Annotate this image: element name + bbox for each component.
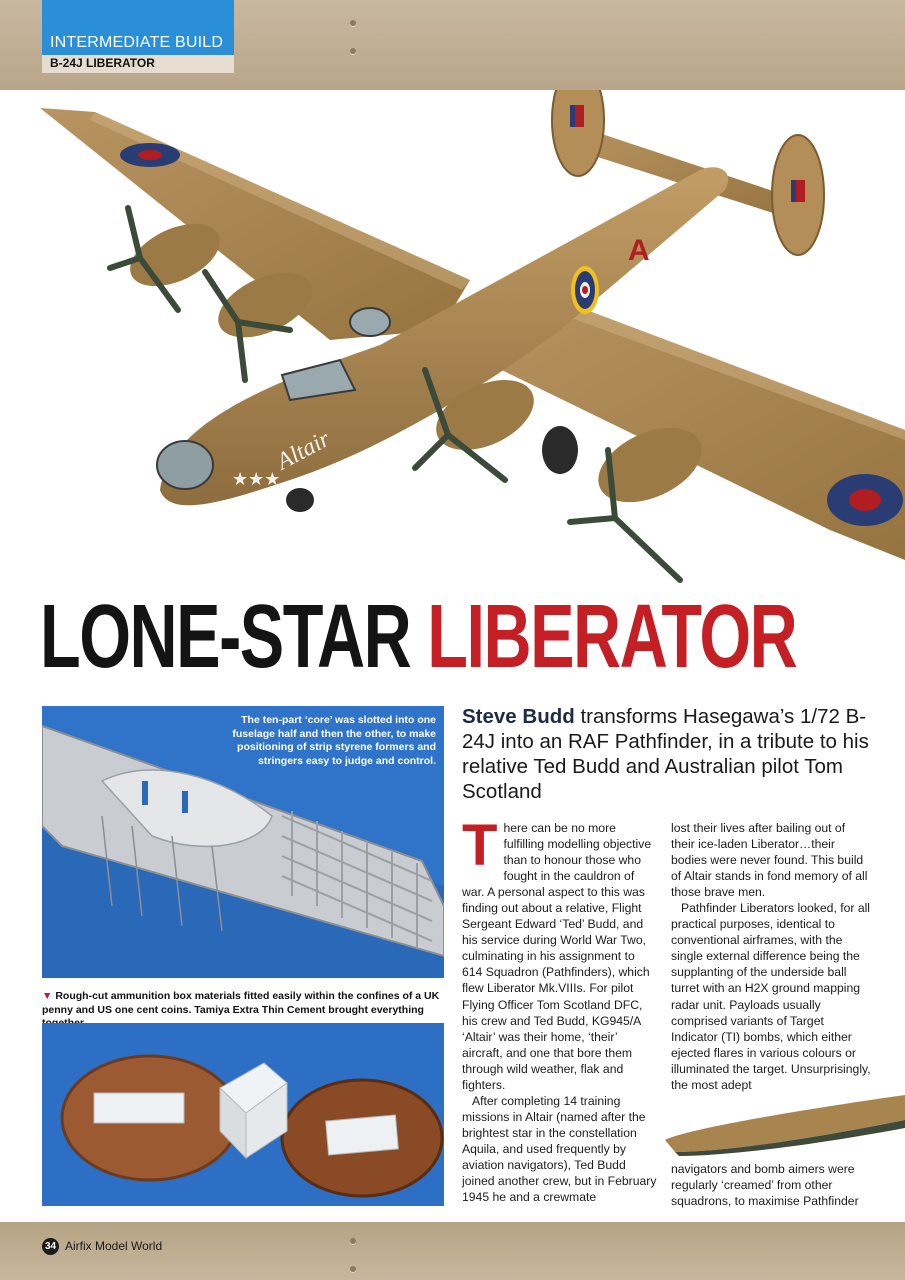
rivet-icon [350, 1266, 356, 1272]
body-column-2 [671, 820, 871, 1093]
ammo-box-material [94, 1093, 184, 1123]
drop-cap: T [462, 813, 498, 878]
subject-tag [42, 55, 234, 73]
body-paragraph: here can be no more fulfilling modelling objective than to honour those who fought in the cauldron of war. A personal aspect to this was finding out about a relative, Flight Sergeant Edward ‘Ted’ Budd, and his service during World War Two, culminating in his assignment to 614 Squadron (Pathfinders), which flew Liberator Mk.VIIIs. For pilot Flying Officer Tom Scotland DFC, his crew and Ted Budd, KG945/A ‘Altair’ was their home, ‘their’ aircraft, and one that bore them through wild weather, flak and fighters. [462, 821, 652, 1092]
body-paragraph: navigators and bomb aimers were regularly ‘creamed’ from other squadrons, to maximise Pathfinder [671, 1162, 859, 1209]
b24-model-illustration [0, 90, 905, 590]
star-icon: ★★★ [232, 469, 281, 489]
roundel-icon [120, 143, 180, 167]
coins-illustration [42, 1023, 444, 1206]
section-tag [42, 0, 234, 55]
body-column-1 [462, 813, 657, 1205]
roundel-icon [827, 474, 903, 526]
body-column-2-continued [671, 1161, 871, 1209]
photo1-caption: The ten-part ‘core’ was slotted into one fuselage half and then the other, to make positioning of strip styrene formers and stringers easy to judge and control. [232, 714, 436, 767]
left-fin [552, 90, 604, 176]
roundel-icon [571, 266, 599, 314]
body-paragraph: After completing 14 training missions in Altair (named after the brightest star in the constellation Aquila, and used frequently by aviation navigators), Ted Budd joined another crew, but in February 1945 he and a crewmate [462, 1093, 657, 1205]
magazine-name: Airfix Model World [65, 1239, 163, 1253]
rivet-icon [350, 48, 356, 54]
author-name: Steve Budd [462, 705, 575, 728]
nose-turret [157, 441, 213, 489]
nose-wheel [286, 488, 314, 512]
nose-art-name: Altair [272, 426, 335, 476]
rivet-icon [350, 20, 356, 26]
main-wheel [542, 426, 578, 474]
wingtip-illustration [665, 1090, 905, 1160]
ammo-box-material [326, 1115, 399, 1155]
fuselage-core-photo [42, 706, 444, 978]
hero-aircraft-photo [0, 90, 905, 590]
section-label: INTERMEDIATE BUILD [50, 34, 224, 51]
rivet-icon [350, 1238, 356, 1244]
page-number: 34 [42, 1238, 59, 1255]
coins-ammo-box-photo [42, 1023, 444, 1206]
body-paragraph: lost their lives after bailing out of their ice-laden Liberator…their bodies were never found. This build of Altair stands in fond memory of all those brave men. [671, 821, 868, 900]
standfirst [462, 704, 882, 804]
headline [40, 582, 796, 692]
standfirst-text: transforms Hasegawa’s 1/72 B-24J into an RAF Pathfinder, in a tribute to his relative Ted Budd and Australian pilot Tom Scotland [462, 705, 869, 803]
code-letter: A [628, 234, 650, 267]
photo2-caption-text: Rough-cut ammunition box materials fitted easily within the confines of a UK penny and US one cent coins. Tamiya Extra Thin Cement brought everything [42, 990, 440, 1016]
subject-label: B-24J LIBERATOR [50, 56, 155, 70]
caption-triangle-icon: ▼ [42, 990, 53, 1002]
body-paragraph: Pathfinder Liberators looked, for all practical purposes, identical to conventional airframes, with the single external difference being the supplanting of the underside ball turret with an H2X ground mapping radar unit. Payloads usually comprised variants of Target Indicator (TI) bombs, which either ejected flares in various colours or illuminated the target. Unsurprisingly, the most adept [671, 901, 871, 1092]
top-turret [350, 308, 390, 336]
headline-part-1: LONE-STAR [40, 587, 411, 687]
headline-part-2: LIBERATOR [427, 587, 797, 687]
